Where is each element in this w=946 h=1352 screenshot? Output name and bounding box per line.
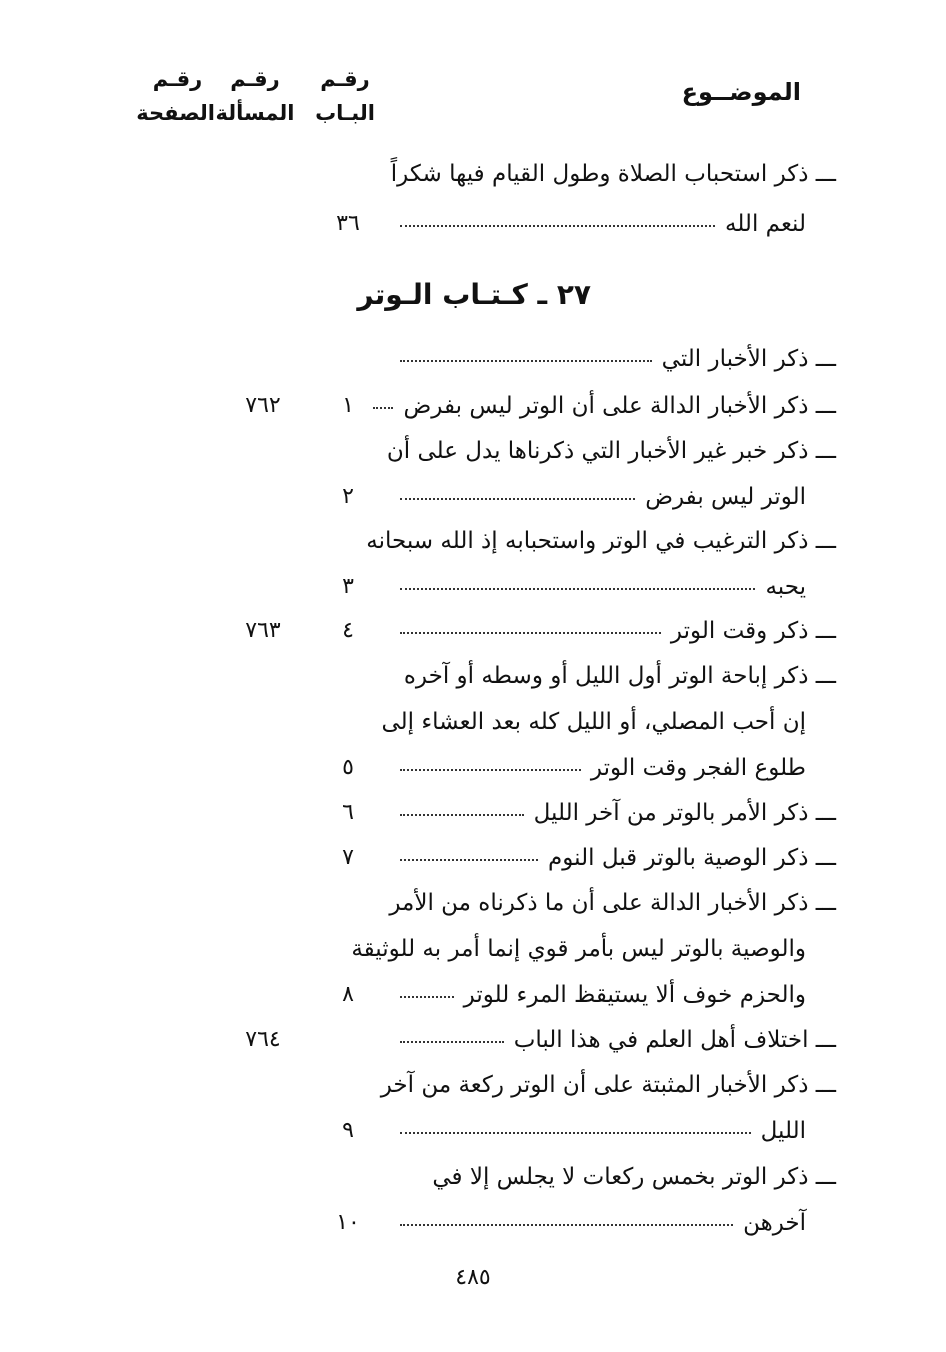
- page-number: ٤٨٥: [455, 1265, 491, 1290]
- dot-leader: [400, 858, 538, 861]
- entry-text: إن أحب المصلي، أو الليل كله بعد العشاء إلى: [381, 709, 806, 735]
- dot-leader: [400, 1040, 504, 1043]
- entry-text: الليل: [760, 1118, 806, 1144]
- dot-leader: [400, 768, 581, 771]
- entry-line: [346, 478, 806, 516]
- page-reference: ٧٦٣: [245, 618, 281, 643]
- entry-line: [376, 884, 836, 922]
- entry-text: والوصية بالوتر ليس بأمر قوي إنما أمر به للوثيقة: [351, 936, 806, 962]
- entry-text: ـــ ذكر الأخبار الدالة على أن الوتر ليس بفرض: [403, 393, 836, 419]
- dot-leader: [400, 587, 755, 590]
- column-header-issue: رقـم المسألة: [215, 67, 295, 125]
- dot-leader: [400, 1131, 751, 1134]
- column-header-topic: الموضــوع: [681, 78, 801, 106]
- entry-line: [346, 749, 806, 787]
- entry-line: [376, 432, 836, 470]
- entry-text: الوتر ليس بفرض: [645, 484, 806, 510]
- chapter-number: ٥: [342, 755, 354, 780]
- section-title: ٢٧ ـ كـتـاب الـوتر: [357, 278, 591, 311]
- entry-line: [366, 522, 836, 560]
- entry-text: آخرهن: [743, 1210, 806, 1236]
- entry-text: ـــ ذكر وقت الوتر: [670, 618, 836, 644]
- chapter-number: ٢: [342, 484, 354, 509]
- chapter-number: ٣: [342, 574, 354, 599]
- entry-line: [376, 839, 836, 877]
- entry-line: [376, 657, 836, 695]
- chapter-number: ٣٦: [336, 211, 360, 236]
- entry-line: [376, 340, 836, 378]
- entry-text: لنعم الله: [724, 211, 806, 237]
- chapter-number: ٤: [342, 618, 354, 643]
- entry-text: ـــ ذكر إباحة الوتر أول الليل أو وسطه أو آخره: [403, 663, 836, 689]
- entry-line: [376, 794, 836, 832]
- entry-text: ـــ ذكر الوصية بالوتر قبل النوم: [548, 845, 836, 871]
- dot-leader: [400, 1223, 733, 1226]
- entry-line: [346, 703, 806, 741]
- entry-text: ـــ ذكر الأخبار الدالة على أن ما ذكرناه من الأمر: [389, 890, 836, 916]
- page-reference: ٧٦٤: [245, 1027, 281, 1052]
- dot-leader: [400, 995, 454, 998]
- entry-line: [346, 568, 806, 606]
- chapter-number: ٩: [342, 1118, 354, 1143]
- column-header-page: رقـم الصفحة: [136, 67, 215, 125]
- entry-text: ـــ ذكر خبر غير الأخبار التي ذكرناها يدل على أن: [386, 438, 836, 464]
- dot-leader: [400, 224, 715, 227]
- dot-leader: [400, 631, 661, 634]
- chapter-number: ٨: [342, 982, 354, 1007]
- page-reference: ٧٦٢: [245, 393, 281, 418]
- entry-text: ـــ ذكر الترغيب في الوتر واستحبابه إذ الله سبحانه: [366, 528, 836, 554]
- entry-line: [376, 1021, 836, 1059]
- entry-text: ـــ ذكر الأخبار المثبتة على أن الوتر ركعة من آخر: [380, 1072, 836, 1098]
- entry-line: [376, 387, 836, 425]
- entry-text: ـــ ذكر الأخبار التي: [661, 346, 836, 372]
- entry-text: ـــ ذكر الأمر بالوتر من آخر الليل: [533, 800, 836, 826]
- entry-line: [346, 976, 806, 1014]
- chapter-number: ٦: [342, 800, 354, 825]
- dot-leader: [400, 359, 652, 362]
- chapter-number: ١: [342, 393, 354, 418]
- entry-text: طلوع الفجر وقت الوتر: [590, 755, 806, 781]
- entry-text: والحزم خوف ألا يستيقظ المرء للوتر: [463, 982, 806, 1008]
- chapter-number: ١٠: [336, 1210, 360, 1235]
- dot-leader: [400, 813, 524, 816]
- entry-text: ـــ ذكر استحباب الصلاة وطول القيام فيها شكراً: [390, 161, 836, 187]
- entry-line: [346, 1204, 806, 1242]
- entry-text: ـــ ذكر الوتر بخمس ركعات لا يجلس إلا في: [432, 1164, 836, 1190]
- chapter-number: ٧: [342, 845, 354, 870]
- column-header-chapter: رقـم البـاب: [315, 67, 375, 125]
- entry-line: [376, 1066, 836, 1104]
- entry-text: يحبه: [765, 574, 806, 600]
- entry-line: [376, 612, 836, 650]
- entry-line: [346, 205, 806, 243]
- entry-line: [376, 155, 836, 193]
- entry-line: [376, 1158, 836, 1196]
- entry-line: [346, 930, 806, 968]
- entry-text: ـــ اختلاف أهل العلم في هذا الباب: [513, 1027, 836, 1053]
- dot-leader: [400, 497, 635, 500]
- entry-line: [346, 1112, 806, 1150]
